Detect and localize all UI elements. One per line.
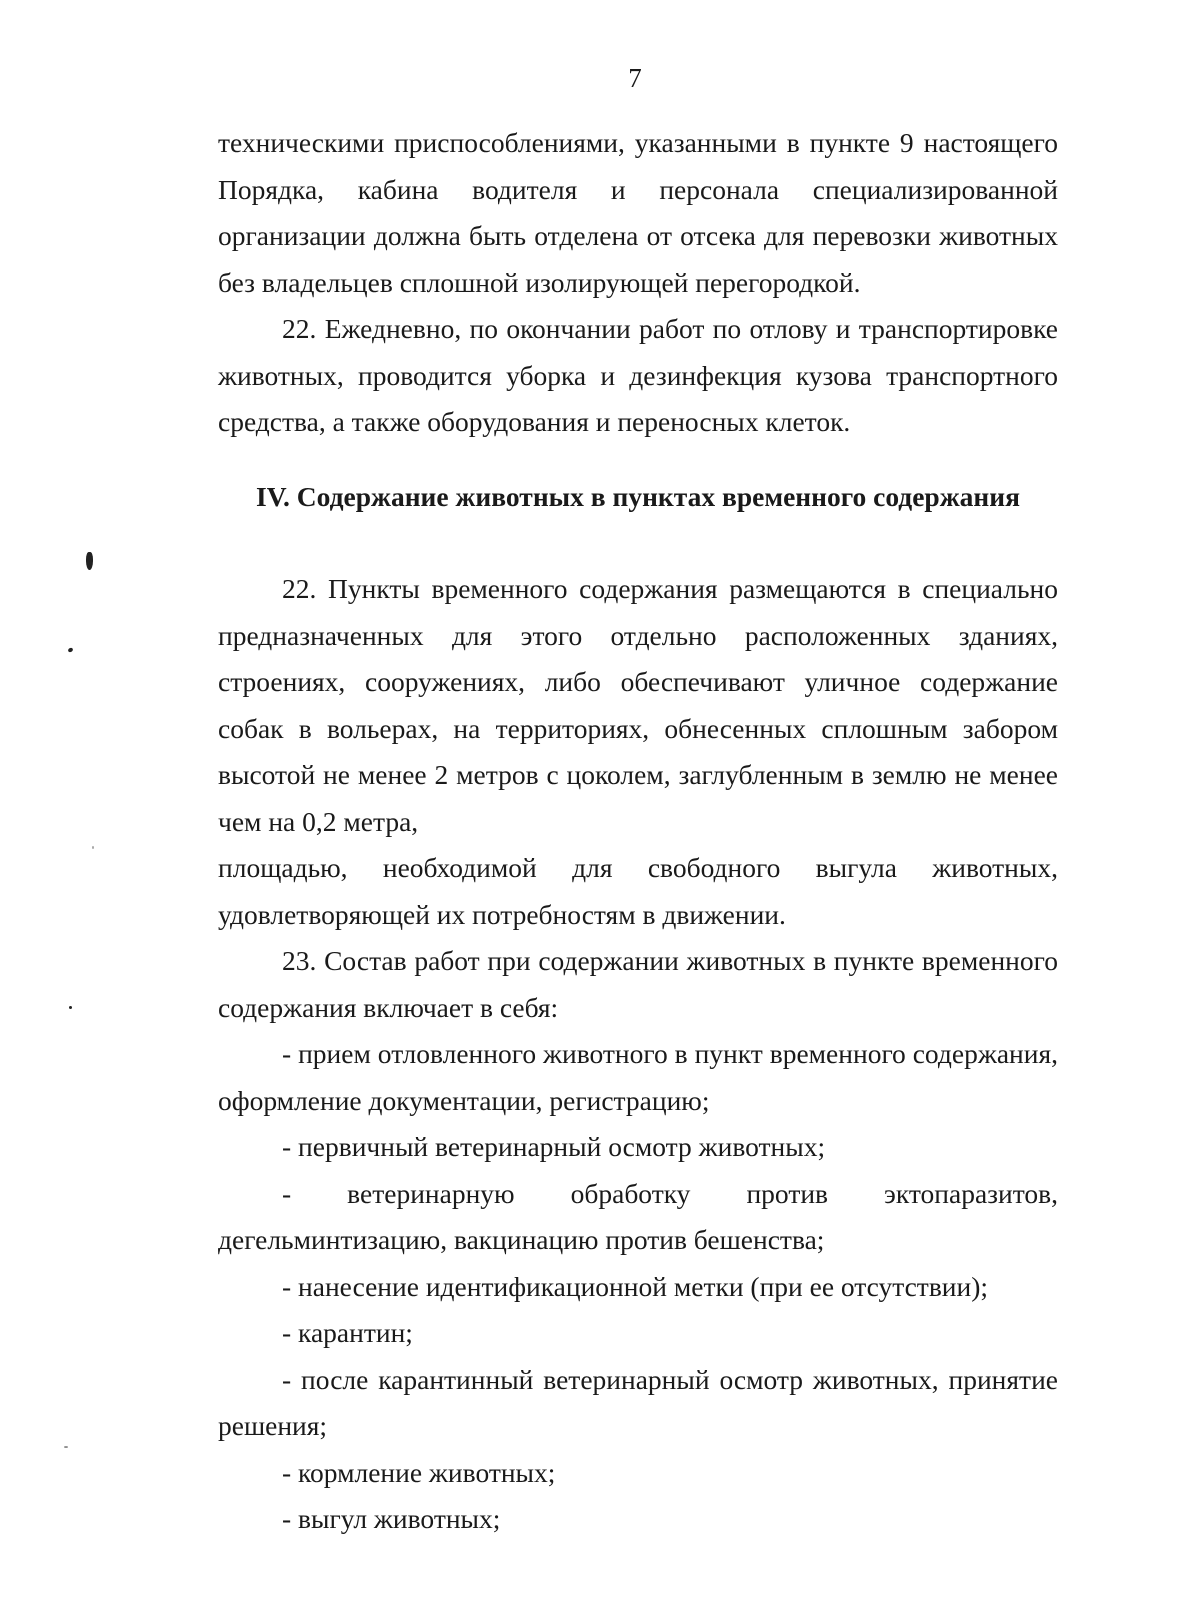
scan-speck [64,1446,68,1448]
work-list [218,1031,1058,1543]
scan-speck [67,647,73,653]
scan-speck [69,1006,72,1009]
paragraph-22-shelters [218,566,1058,938]
scan-speck [92,846,94,849]
list-item: - первичный ветеринарный осмотр животных; [282,1131,826,1162]
paragraph-22-cleaning: 22. Ежедневно, по окончании работ по отлову и транспортировке животных, проводится уборка и дезинфекция кузова транспортного средства, а также оборудования и переносных клеток. [218,313,1058,437]
section-heading: IV. Содержание животных в пунктах временного содержания [256,480,1020,512]
list-item: - выгул животных; [282,1503,501,1534]
list-item: - ветеринарную обработку против эктопаразитов, [282,1177,1058,1209]
list-item: - прием отловленного животного в пункт временного содержания, оформление документации, регистрацию; [218,1038,1058,1116]
list-item: - после карантинный ветеринарный осмотр животных, принятие решения; [218,1363,1058,1441]
page-number: 7 [628,63,642,93]
paragraph-23: 23. Состав работ при содержании животных в пункте временного содержания включает в себя: [218,945,1058,1023]
paragraph-22-shelters-last-line: удовлетворяющей их потребностям в движении. [218,898,786,930]
list-item: - нанесение идентификационной метки (при ее отсутствии); [282,1270,989,1302]
paragraph-22-shelters-main: 22. Пункты временного содержания размещаются в специально предназначенных для этого отдельно расположенных зданиях, строениях, сооружениях, либо обеспечивают уличное содержание собак в вольерах, на территориях, обнесенных сплошным забором высотой не менее 2 метров с цоколем, заглубленным в землю не менее чем на 0,2 метра, [218,573,1058,837]
document-body [218,120,1058,1543]
list-item: - кормление животных; [282,1456,556,1488]
list-item: - карантин; [282,1317,413,1348]
scan-speck [86,552,93,570]
list-item-continuation: дегельминтизацию, вакцинацию против бешенства; [218,1224,825,1255]
paragraph-22-shelters-spread-line: площадью, необходимой для свободного выгула животных, [218,852,1058,883]
intro-paragraph: техническими приспособлениями, указанными в пункте 9 настоящего Порядка, кабина водителя и персонала специализированной организации должна быть отделена от отсека для перевозки животных без владельцев сплошной изолирующей перегородкой. [218,127,1058,298]
